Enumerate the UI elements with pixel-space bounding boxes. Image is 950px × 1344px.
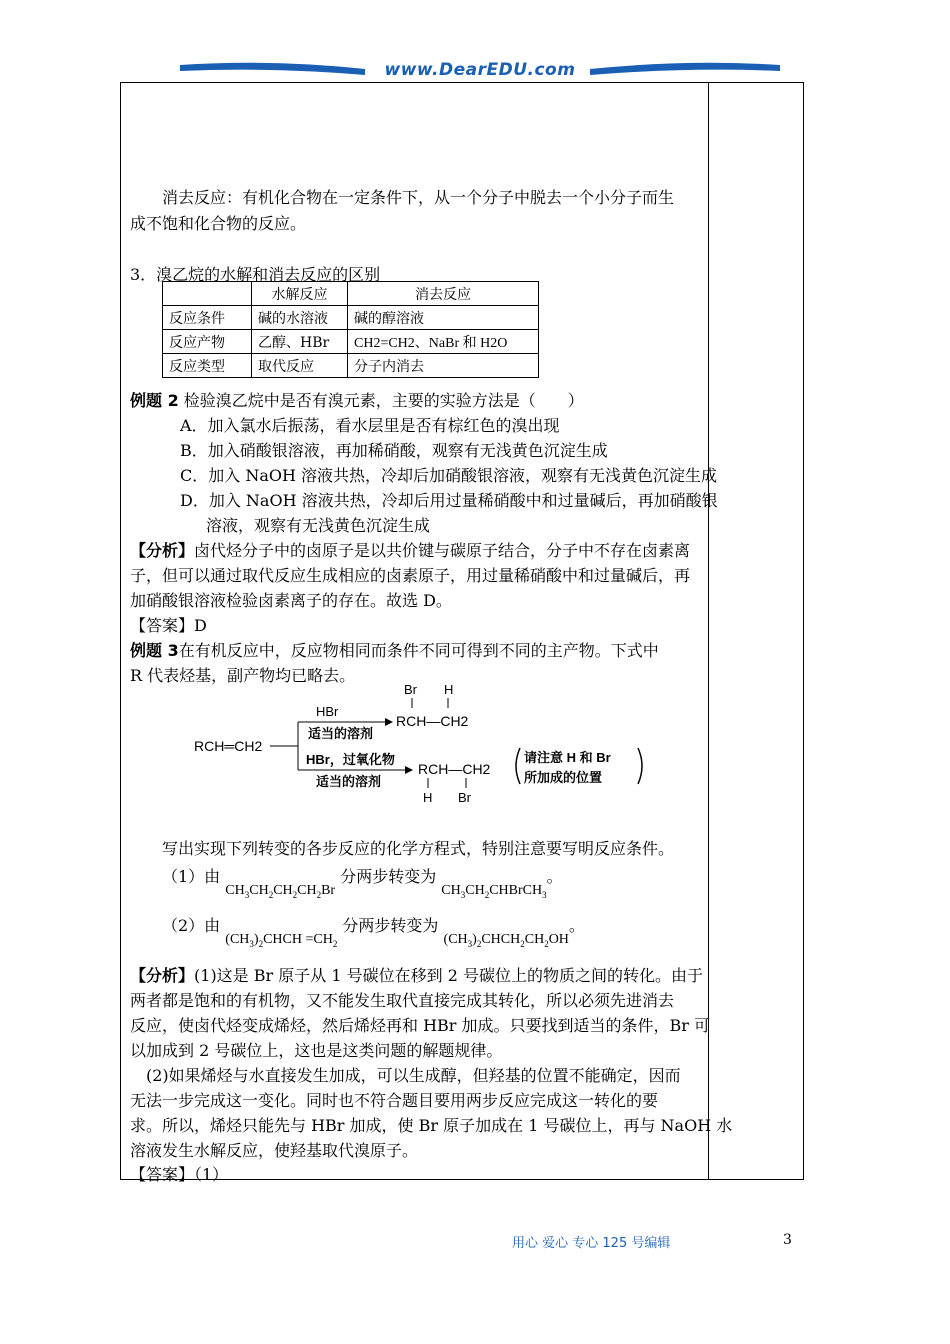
example-3-analysis-line5: (2)如果烯烃与水直接发生加成，可以生成醇，但羟基的位置不能确定，因而 <box>130 1066 681 1085</box>
example-2-label: 例题 2 <box>130 391 179 410</box>
table-cell: 水解反应 <box>252 282 348 306</box>
example-2-analysis-line2: 子，但可以通过取代反应生成相应的卤素原子，用过量稀硝酸中和过量碱后，再 <box>130 566 691 585</box>
scheme-product-bottom: RCH—CH2 <box>418 761 491 777</box>
option-c: C．加入 NaOH 溶液共热，冷却后加硝酸银溶液，观察有无浅黄色沉淀生成 <box>180 466 718 485</box>
q2-product: $(CH_3)_2CHCH_2CH_2OH$ <box>443 932 569 949</box>
table-cell: 取代反应 <box>252 354 348 378</box>
q2-prefix: （2）由 <box>162 916 221 935</box>
q2-reactant: $(CH_3)_2CHCH =CH_2$ <box>225 932 338 949</box>
reaction-scheme <box>190 682 650 812</box>
analysis-text: (1)这是 Br 原子从 1 号碳位在移到 2 号碳位上的物质之间的转化。由于 <box>194 966 703 985</box>
table-cell: 碱的醇溶液 <box>348 306 539 330</box>
compare-table <box>162 281 539 378</box>
scheme-bot-br: Br <box>458 790 471 805</box>
example-3-analysis-line3: 反应，使卤代烃变成烯烃，然后烯烃再和 HBr 加成。只要找到适当的条件，Br 可 <box>130 1016 711 1035</box>
example-2-analysis-line1 <box>130 538 690 561</box>
analysis-label: 【分析】 <box>130 541 195 560</box>
site-url: www.DearEDU.com <box>384 60 576 80</box>
page-number: 3 <box>783 1232 792 1248</box>
scheme-bot-h: H <box>423 790 433 805</box>
table-cell <box>163 282 252 306</box>
example-3-analysis-line1 <box>130 963 703 986</box>
table-cell: 消去反应 <box>348 282 539 306</box>
q1-reactant: $CH_3CH_2CH_2CH_2Br$ <box>225 883 336 900</box>
example-3-analysis-line7: 求。所以，烯烃只能先与 HBr 加成，使 Br 原子加成在 1 号碳位上，再与 NaOH 水 <box>130 1116 733 1135</box>
table-row <box>163 330 539 354</box>
example-3-stem <box>130 638 659 661</box>
para-elimination-cont: 成不饱和化合物的反应。 <box>130 214 307 233</box>
para-elimination: 消去反应：有机化合物在一定条件下，从一个分子中脱去一个小分子而生 <box>130 188 675 207</box>
table-cell: 反应类型 <box>163 354 252 378</box>
scheme-reactant: RCH═CH2 <box>194 738 263 754</box>
table-header-row <box>163 282 539 306</box>
example-2-question: 检验溴乙烷中是否有溴元素，主要的实验方法是（ ） <box>178 391 584 410</box>
section-3-title: 3．溴乙烷的水解和消去反应的区别 <box>130 265 381 284</box>
scheme-top-cond: 适当的溶剂 <box>308 726 374 741</box>
table-cell: 反应条件 <box>163 306 252 330</box>
table-cell: 碱的水溶液 <box>252 306 348 330</box>
option-d: D．加入 NaOH 溶液共热，冷却后用过量稀硝酸中和过量碱后，再加硝酸银 <box>180 491 718 510</box>
scheme-note-2: 所加成的位置 <box>524 770 603 785</box>
table-cell: CH2=CH2、NaBr 和 H2O <box>348 330 539 354</box>
example-2-answer: 【答案】D <box>130 616 207 635</box>
table-row <box>163 354 539 378</box>
example-3-question: 在有机反应中，反应物相同而条件不同可得到不同的主产物。下式中 <box>178 641 659 660</box>
example-3-answer: 【答案】（1） <box>130 1165 229 1184</box>
scheme-top-br: Br <box>404 682 417 697</box>
analysis-text: 卤代烃分子中的卤原子是以共价键与碳原子结合，分子中不存在卤素离 <box>194 541 691 560</box>
table-cell: 乙醇、HBr <box>252 330 348 354</box>
example-3-stem-cont: R 代表烃基，副产物均已略去。 <box>130 666 356 685</box>
example-2-stem <box>130 388 584 411</box>
scheme-bot-cond: 适当的溶剂 <box>316 774 382 789</box>
example-3-analysis-line6: 无法一步完成这一变化。同时也不符合题目要用两步反应完成这一转化的要 <box>130 1091 659 1110</box>
example-3-label: 例题 3 <box>130 641 179 660</box>
option-a: A．加入氯水后振荡，看水层里是否有棕红色的溴出现 <box>180 416 560 435</box>
question-2: （2）由 $(CH_3)_2CHCH =CH_2$ 分两步转变为 $(CH_3)_2CHCH_2CH_2OH$。 <box>162 916 585 949</box>
option-b: B．加入硝酸银溶液，再加稀硝酸，观察有无浅黄色沉淀生成 <box>180 441 608 460</box>
scheme-product-top: RCH—CH2 <box>396 713 469 729</box>
example-3-analysis-line8: 溶液发生水解反应，使羟基取代溴原子。 <box>130 1141 419 1160</box>
example-2-analysis-line3: 加硝酸银溶液检验卤素离子的存在。故选 D。 <box>130 591 452 610</box>
example-3-analysis-line4: 以加成到 2 号碳位上，这也是这类问题的解题规律。 <box>130 1041 503 1060</box>
scheme-bot-reagent: HBr，过氧化物 <box>306 752 395 767</box>
analysis-label: 【分析】 <box>130 966 195 985</box>
scheme-top-h: H <box>444 682 454 697</box>
table-cell: 反应产物 <box>163 330 252 354</box>
scheme-top-reagent: HBr <box>316 704 339 719</box>
example-3-task: 写出实现下列转变的各步反应的化学方程式，特别注意要写明反应条件。 <box>130 839 675 858</box>
table-cell: 分子内消去 <box>348 354 539 378</box>
scheme-note-1: 请注意 H 和 Br <box>524 750 611 765</box>
q1-mid: 分两步转变为 <box>340 867 437 886</box>
question-1: （1）由 $CH_3CH_2CH_2CH_2Br$ 分两步转变为 $CH_3CH_2CHBrCH_3$。 <box>162 867 563 900</box>
example-3-analysis-line2: 两者都是饱和的有机物，又不能发生取代直接完成其转化，所以必须先进消去 <box>130 991 675 1010</box>
q1-product: $CH_3CH_2CHBrCH_3$ <box>441 883 547 900</box>
footer-motto: 用心 爱心 专心 125 号编辑 <box>512 1236 671 1251</box>
table-row <box>163 306 539 330</box>
option-d-cont: 溶液，观察有无浅黄色沉淀生成 <box>206 516 431 535</box>
q2-mid: 分两步转变为 <box>342 916 439 935</box>
q1-prefix: （1）由 <box>162 867 221 886</box>
